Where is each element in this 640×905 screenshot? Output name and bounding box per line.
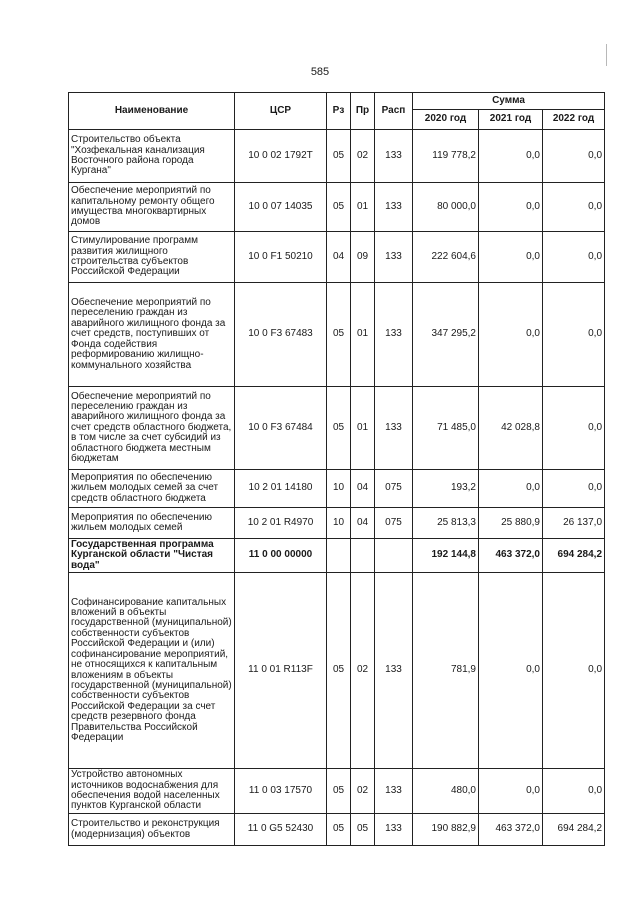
cell-pr [351, 539, 375, 573]
cell-y2020: 781,9 [413, 573, 479, 769]
cell-rasp: 133 [375, 769, 413, 814]
header-rasp: Расп [375, 93, 413, 130]
table-row [69, 283, 605, 387]
cell-y2021: 0,0 [479, 232, 543, 283]
header-rz: Рз [327, 93, 351, 130]
budget-table [68, 92, 605, 846]
cell-y2020: 193,2 [413, 470, 479, 508]
cell-rasp: 075 [375, 470, 413, 508]
cell-pr: 09 [351, 232, 375, 283]
cell-rasp: 133 [375, 387, 413, 470]
header-csr: ЦСР [235, 93, 327, 130]
cell-rz: 05 [327, 814, 351, 846]
cell-pr: 02 [351, 769, 375, 814]
cell-rz: 05 [327, 283, 351, 387]
cell-pr: 01 [351, 387, 375, 470]
cell-y2022: 0,0 [543, 387, 605, 470]
cell-y2022: 694 284,2 [543, 539, 605, 573]
cell-pr: 01 [351, 183, 375, 232]
cell-y2022: 0,0 [543, 232, 605, 283]
cell-name: Софинансирование капитальных вложений в объекты государственной (муниципальной) собственности субъектов Российской Федерации и (или) софинансирование мероприятий, не относящихся к капитальным вложениям в объекты государственной (муниципальной) собственности субъектов Российской Федерации за счет средств резервного фонда Правительства Российской Федерации [69, 573, 235, 769]
cell-rz: 05 [327, 769, 351, 814]
cell-y2022: 0,0 [543, 470, 605, 508]
cell-csr: 10 0 07 14035 [235, 183, 327, 232]
cell-name: Обеспечение мероприятий по переселению граждан из аварийного жилищного фонда за счет средств областного бюджета, в том числе за счет субсидий из областного бюджета местным бюджетам [69, 387, 235, 470]
cell-y2020: 71 485,0 [413, 387, 479, 470]
table-row [69, 539, 605, 573]
cell-y2020: 222 604,6 [413, 232, 479, 283]
cell-name: Стимулирование программ развития жилищного строительства субъектов Российской Федерации [69, 232, 235, 283]
cell-rz [327, 539, 351, 573]
cell-csr: 11 0 00 00000 [235, 539, 327, 573]
cell-rasp: 133 [375, 283, 413, 387]
cell-name: Строительство и реконструкция (модернизация) объектов [69, 814, 235, 846]
cell-rasp: 133 [375, 814, 413, 846]
cell-csr: 10 0 F1 50210 [235, 232, 327, 283]
cell-csr: 10 2 01 R4970 [235, 508, 327, 539]
cell-rz: 10 [327, 470, 351, 508]
cell-name: Мероприятия по обеспечению жильем молодых семей [69, 508, 235, 539]
cell-y2020: 80 000,0 [413, 183, 479, 232]
header-year-2022: 2022 год [543, 110, 605, 130]
cell-pr: 04 [351, 470, 375, 508]
cell-y2021: 0,0 [479, 130, 543, 183]
cell-pr: 05 [351, 814, 375, 846]
cell-rz: 05 [327, 387, 351, 470]
cell-name: Устройство автономных источников водоснабжения для обеспечения водой населенных пунктов Курганской области [69, 769, 235, 814]
margin-mark [606, 44, 607, 66]
cell-y2022: 694 284,2 [543, 814, 605, 846]
header-summa: Сумма [413, 93, 605, 110]
cell-rz: 05 [327, 573, 351, 769]
cell-rz: 05 [327, 183, 351, 232]
cell-csr: 10 0 F3 67483 [235, 283, 327, 387]
cell-rasp: 133 [375, 183, 413, 232]
table-row [69, 573, 605, 769]
table-row [69, 130, 605, 183]
cell-y2021: 463 372,0 [479, 539, 543, 573]
cell-y2021: 25 880,9 [479, 508, 543, 539]
cell-y2021: 42 028,8 [479, 387, 543, 470]
table-row [69, 508, 605, 539]
cell-pr: 01 [351, 283, 375, 387]
cell-rasp: 133 [375, 573, 413, 769]
cell-csr: 10 2 01 14180 [235, 470, 327, 508]
cell-y2021: 463 372,0 [479, 814, 543, 846]
cell-rz: 04 [327, 232, 351, 283]
cell-y2020: 480,0 [413, 769, 479, 814]
header-year-2021: 2021 год [479, 110, 543, 130]
cell-y2020: 347 295,2 [413, 283, 479, 387]
table-row [69, 387, 605, 470]
cell-y2021: 0,0 [479, 769, 543, 814]
cell-y2020: 25 813,3 [413, 508, 479, 539]
cell-rz: 05 [327, 130, 351, 183]
cell-y2020: 190 882,9 [413, 814, 479, 846]
page-number: 585 [310, 66, 330, 78]
cell-name: Обеспечение мероприятий по переселению граждан из аварийного жилищного фонда за счет средств, поступивших от Фонда содействия реформированию жилищно-коммунального хозяйства [69, 283, 235, 387]
header-pr: Пр [351, 93, 375, 130]
cell-rasp [375, 539, 413, 573]
cell-y2022: 0,0 [543, 283, 605, 387]
cell-y2020: 192 144,8 [413, 539, 479, 573]
cell-csr: 10 0 02 1792Т [235, 130, 327, 183]
header-name: Наименование [69, 93, 235, 130]
cell-name: Государственная программа Курганской области "Чистая вода" [69, 539, 235, 573]
table-row [69, 769, 605, 814]
cell-name: Мероприятия по обеспечению жильем молодых семей за счет средств областного бюджета [69, 470, 235, 508]
table-body [69, 130, 605, 846]
table-row [69, 232, 605, 283]
cell-y2020: 119 778,2 [413, 130, 479, 183]
cell-y2021: 0,0 [479, 283, 543, 387]
cell-pr: 02 [351, 130, 375, 183]
cell-csr: 11 0 03 17570 [235, 769, 327, 814]
table-row [69, 183, 605, 232]
cell-csr: 11 0 01 R113F [235, 573, 327, 769]
cell-csr: 11 0 G5 52430 [235, 814, 327, 846]
cell-rz: 10 [327, 508, 351, 539]
table-row [69, 814, 605, 846]
header-year-2020: 2020 год [413, 110, 479, 130]
cell-y2021: 0,0 [479, 470, 543, 508]
cell-y2022: 0,0 [543, 130, 605, 183]
cell-pr: 04 [351, 508, 375, 539]
cell-rasp: 133 [375, 232, 413, 283]
cell-rasp: 075 [375, 508, 413, 539]
cell-y2022: 0,0 [543, 769, 605, 814]
cell-y2022: 0,0 [543, 183, 605, 232]
cell-name: Строительство объекта "Хозфекальная канализация Восточного района города Кургана" [69, 130, 235, 183]
cell-pr: 02 [351, 573, 375, 769]
cell-y2021: 0,0 [479, 573, 543, 769]
table-row [69, 470, 605, 508]
cell-name: Обеспечение мероприятий по капитальному ремонту общего имущества многоквартирных домов [69, 183, 235, 232]
cell-y2022: 26 137,0 [543, 508, 605, 539]
cell-csr: 10 0 F3 67484 [235, 387, 327, 470]
cell-y2022: 0,0 [543, 573, 605, 769]
cell-y2021: 0,0 [479, 183, 543, 232]
cell-rasp: 133 [375, 130, 413, 183]
